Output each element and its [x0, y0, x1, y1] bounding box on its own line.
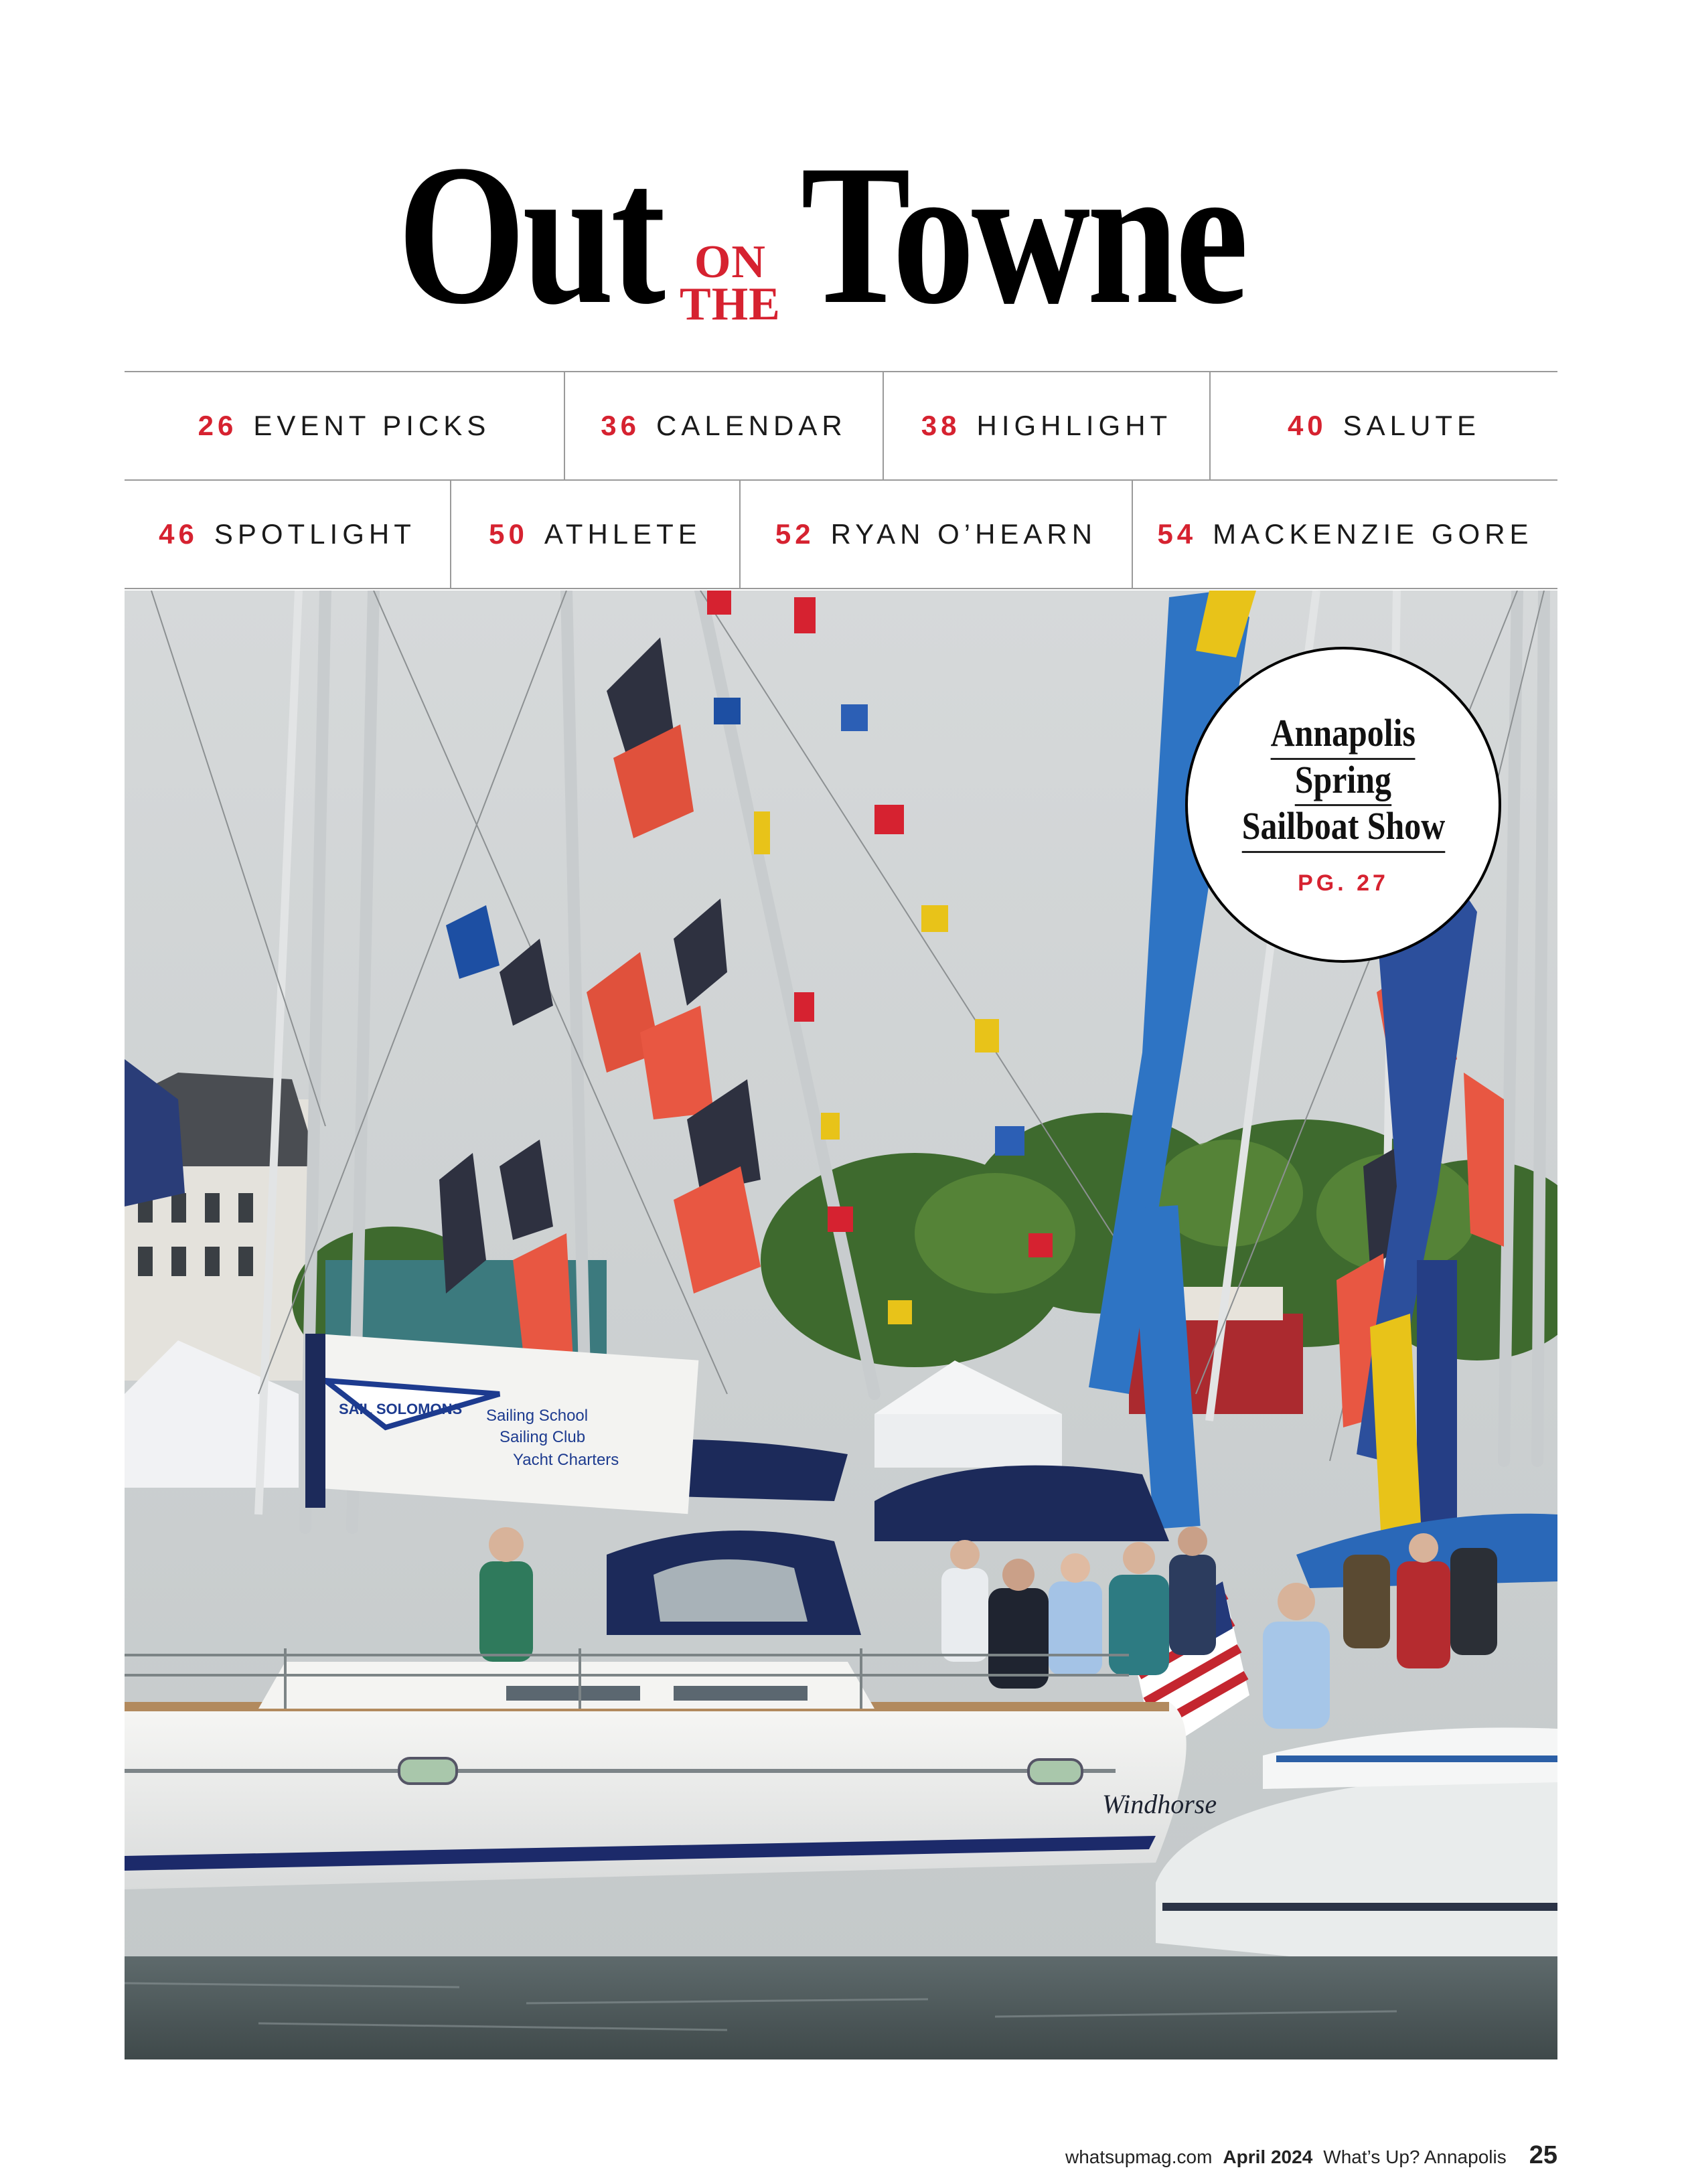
masthead-small-the: THE: [680, 279, 781, 330]
hull-name: Windhorse: [1102, 1789, 1217, 1819]
page-footer: [1065, 2141, 1557, 2170]
toc-page-number: 36: [601, 410, 640, 441]
footer-magazine-name: What’s Up? Annapolis: [1323, 2147, 1507, 2167]
toc-row-2: [125, 479, 1557, 589]
badge-page-reference: PG. 27: [1298, 870, 1389, 896]
toc-page-number: 38: [921, 410, 961, 441]
toc-label: CALENDAR: [656, 410, 847, 441]
banner-sailing-school: Sailing School: [486, 1407, 589, 1425]
footer-issue-date: April 2024: [1223, 2147, 1313, 2167]
banner-sailing-club: Sailing Club: [500, 1428, 586, 1446]
badge-title-sailboat-show: Sailboat Show: [1241, 806, 1445, 853]
section-masthead: [0, 123, 1682, 345]
masthead-on-the: [680, 236, 781, 335]
banner-yacht-charters: Yacht Charters: [513, 1451, 619, 1469]
toc-label: HIGHLIGHT: [976, 410, 1172, 441]
toc-item-mackenzie-gore[interactable]: [1133, 481, 1557, 588]
masthead-word-out: Out: [397, 123, 663, 345]
toc-page-number: 46: [159, 518, 198, 550]
toc-item-ryan-ohearn[interactable]: [741, 481, 1133, 588]
footer-page-number: 25: [1529, 2141, 1557, 2169]
toc-label: ATHLETE: [544, 518, 702, 550]
toc-item-calendar[interactable]: [565, 372, 884, 479]
toc-item-event-picks[interactable]: [125, 372, 565, 479]
masthead-small-on: ON: [694, 236, 766, 288]
feature-badge[interactable]: [1185, 647, 1501, 963]
masthead-word-towne: Towne: [800, 123, 1245, 345]
toc-item-spotlight[interactable]: [125, 481, 451, 588]
toc-label: SALUTE: [1343, 410, 1481, 441]
toc-page-number: 52: [775, 518, 815, 550]
toc-item-salute[interactable]: [1211, 372, 1557, 479]
badge-title-annapolis: Annapolis: [1271, 713, 1416, 760]
banner-sail-solomons: SAIL SOLOMONS: [339, 1401, 463, 1417]
toc-item-athlete[interactable]: [451, 481, 741, 588]
toc-label: MACKENZIE GORE: [1213, 518, 1533, 550]
footer-website[interactable]: whatsupmag.com: [1065, 2147, 1213, 2167]
badge-title-spring: Spring: [1295, 760, 1391, 807]
toc-label: EVENT PICKS: [253, 410, 491, 441]
toc-page-number: 26: [198, 410, 238, 441]
toc-page-number: 54: [1157, 518, 1197, 550]
toc-page-number: 50: [489, 518, 528, 550]
toc-row-1: [125, 371, 1557, 479]
toc-item-highlight[interactable]: [884, 372, 1211, 479]
toc-label: SPOTLIGHT: [214, 518, 416, 550]
toc-label: RYAN O’HEARN: [830, 518, 1097, 550]
toc-page-number: 40: [1287, 410, 1327, 441]
